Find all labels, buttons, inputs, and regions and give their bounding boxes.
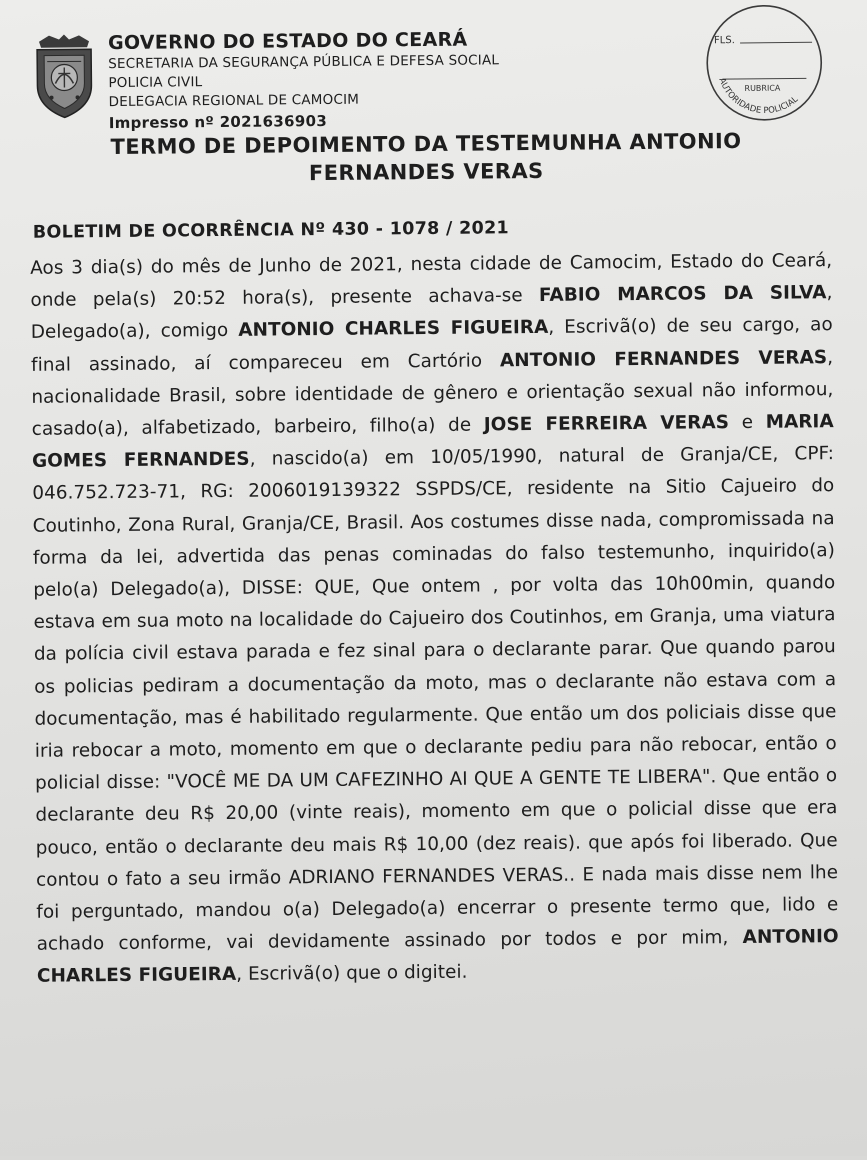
body-text-segment: , Delegado(a), comigo <box>30 282 833 344</box>
police-authority-stamp <box>704 2 825 123</box>
body-text-segment: , Escrivã(o) de seu cargo, ao final assinado, aí compareceu em Cartório <box>31 314 833 376</box>
document-title <box>56 126 797 189</box>
father-name: JOSE FERREIRA VERAS <box>483 412 730 436</box>
document-title-line-2: FERNANDES VERAS <box>308 158 544 186</box>
body-text-segment: Aos 3 dia(s) do mês de Junho de 2021, nesta cidade de Camocim, Estado do Ceará, onde pela(s) 20:52 hora(s), presente achava-se <box>30 250 833 312</box>
body-text-segment: e <box>728 411 766 434</box>
mother-name: MARIA GOMES FERNANDES <box>31 411 834 473</box>
document-header <box>108 26 669 134</box>
ceara-coat-of-arms-icon <box>31 33 98 120</box>
stamp-rubrica-label: RUBRICA <box>744 83 781 93</box>
witness-name: ANTONIO FERNANDES VERAS <box>499 346 828 371</box>
clerk-name: ANTONIO CHARLES FIGUEIRA <box>238 317 549 342</box>
document-title-line-1: TERMO DE DEPOIMENTO DA TESTEMUNHA ANTONIO <box>110 128 742 160</box>
testimony-body <box>30 245 839 993</box>
clerk-name-signature: ANTONIO CHARLES FIGUEIRA <box>36 926 839 988</box>
body-text-segment: , nacionalidade Brasil, sobre identidade de gênero e orientação sexual não informou, casado(a), alfabetizado, barbeiro, filho(a) de <box>31 346 834 440</box>
printed-number: Impresso nº 2021636903 <box>108 111 328 133</box>
delegate-name: FABIO MARCOS DA SILVA <box>538 282 827 307</box>
government-name: GOVERNO DO ESTADO DO CEARÁ <box>107 28 468 55</box>
police-name: POLICIA CIVIL <box>108 74 203 92</box>
delegacy-name: DELEGACIA REGIONAL DE CAMOCIM <box>108 91 360 111</box>
body-text-segment: , nascido(a) em 10/05/1990, natural de Granja/CE, CPF: 046.752.723-71, RG: 2006019139322 SSPDS/CE, residente na Sitio Cajueiro do Coutinho, Zona Rural, Granja/CE, Brasil. Aos costumes disse nada, compromissada na forma da lei, advertida das penas cominadas do falso testemunho, inquirido(a) pelo(a) Delegado(a), DISSE: QUE, Que ontem , por volta das 10h00min, quando estava em sua moto na localidade do Cajueiro dos Coutinhos, em Granja, uma viatura da polícia civil estava parada e fez sinal para o declarante parar. Que quando parou os policias pediram a documentação da moto, mas o declarante não estava com a documentação, mas é habilitado regularmente. Que então um dos policiais disse que iria rebocar a moto, momento em que o declarante pediu para não rebocar, então o policial disse: "VOCÊ ME DA UM CAFEZINHO AI QUE A GENTE TE LIBERA". Que então o declarante deu R$ 20,00 (vinte reais), momento em que o policial disse que era pouco, então o declarante deu mais R$ 10,00 (dez reais). que após foi liberado. Que contou o fato a seu irmão ADRIANO FERNANDES VERAS.. E nada mais disse nem lhe foi perguntado, mandou o(a) Delegado(a) encerrar o presente termo que, lido e achado conforme, vai devidamente assinado por todos e por mim, <box>32 443 839 956</box>
occurrence-number: BOLETIM DE OCORRÊNCIA Nº 430 - 1078 / 2021 <box>32 218 510 243</box>
body-text-segment: , Escrivã(o) que o digitei. <box>236 962 468 986</box>
secretariat-name: SECRETARIA DA SEGURANÇA PÚBLICA E DEFESA SOCIAL <box>108 52 500 73</box>
stamp-fls-label: FLS. <box>713 35 735 47</box>
stamp-authority-label: AUTORIDADE POLICIAL <box>716 76 801 117</box>
